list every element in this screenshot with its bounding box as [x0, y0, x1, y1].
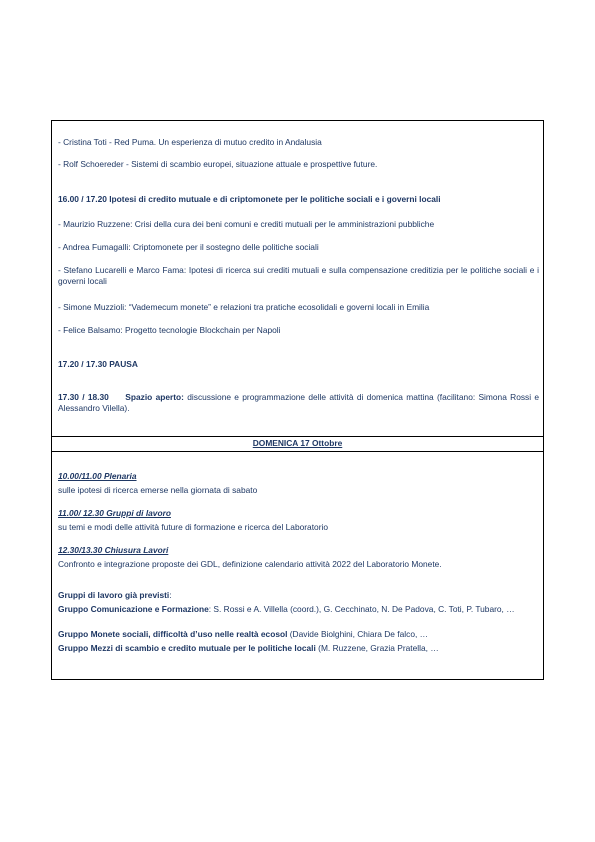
spazio-aperto: [58, 392, 539, 414]
talk-schoereder: - Rolf Schoereder - Sistemi di scambio europei, situazione attuale e prospettive future.: [58, 159, 378, 169]
group-name: Gruppo Mezzi di scambio e credito mutuale per le politiche locali: [58, 643, 316, 653]
talk-toti: - Cristina Toti - Red Puma. Un esperienza di mutuo credito in Andalusia: [58, 137, 322, 147]
group-members: (Davide Biolghini, Chiara De falco, …: [287, 629, 429, 639]
group-monete-sociali: [58, 629, 539, 640]
spazio-label: Spazio aperto:: [125, 392, 184, 402]
domenica-header: DOMENICA 17 Ottobre: [252, 438, 343, 448]
talk-lucarelli-fama: - Stefano Lucarelli e Marco Fama: Ipotesi di ricerca sui crediti mutuali e sulla compensazione creditizia per le politiche sociali e i governi locali: [58, 265, 539, 286]
talk-fumagalli: - Andrea Fumagalli: Criptomonete per il sostegno delle politiche sociali: [58, 242, 319, 252]
pausa-line: 17.20 / 17.30 PAUSA: [58, 359, 138, 369]
talk-ruzzene: - Maurizio Ruzzene: Crisi della cura dei beni comuni e crediti mutuali per le amministrazioni pubbliche: [58, 219, 435, 229]
divider-top: [52, 436, 543, 437]
spazio-text: discussione e programmazione delle attività di domenica mattina (facilitano: Simona Rossi e Alessandro Vilella).: [58, 392, 540, 413]
group-name: Gruppo Monete sociali, difficoltà d’uso nelle realtà ecosol: [58, 629, 288, 639]
group-members: (M. Ruzzene, Grazia Pratella, …: [315, 643, 439, 653]
chiusura-heading: 12.30/13.30 Chiusura Lavori: [58, 545, 169, 555]
plenaria-text: sulle ipotesi di ricerca emerse nella giornata di sabato: [58, 485, 258, 495]
talk-balsamo: - Felice Balsamo: Progetto tecnologie Blockchain per Napoli: [58, 325, 281, 335]
talk-muzzioli: - Simone Muzzioli: “Vademecum monete” e relazioni tra pratiche ecosolidali e governi locali in Emilia: [58, 302, 430, 312]
group-name: Gruppo Comunicazione e Formazione: [58, 604, 209, 614]
program-table: [51, 120, 544, 680]
gruppi-heading: 11.00/ 12.30 Gruppi di lavoro: [58, 508, 171, 518]
group-members: : S. Rossi e A. Villella (coord.), G. Cecchinato, N. De Padova, C. Toti, P. Tubaro, …: [208, 604, 515, 614]
spazio-time: 17.30 / 18.30: [58, 392, 109, 402]
plenaria-heading: 10.00/11.00 Plenaria: [58, 471, 137, 481]
session-heading-1600: 16.00 / 17.20 Ipotesi di credito mutuale e di criptomonete per le politiche sociali e i governi locali: [58, 194, 441, 204]
groups-title-colon: :: [169, 590, 172, 600]
chiusura-text: Confronto e integrazione proposte dei GDL, definizione calendario attività 2022 del Laboratorio Monete.: [58, 559, 442, 569]
divider-bottom: [52, 451, 543, 452]
groups-title-line: [58, 590, 539, 601]
group-mezzi-scambio: [58, 643, 539, 654]
gruppi-text: su temi e modi delle attività future di formazione e ricerca del Laboratorio: [58, 522, 328, 532]
groups-title: Gruppi di lavoro già previsti: [58, 590, 170, 600]
group-comunicazione: [58, 604, 539, 615]
